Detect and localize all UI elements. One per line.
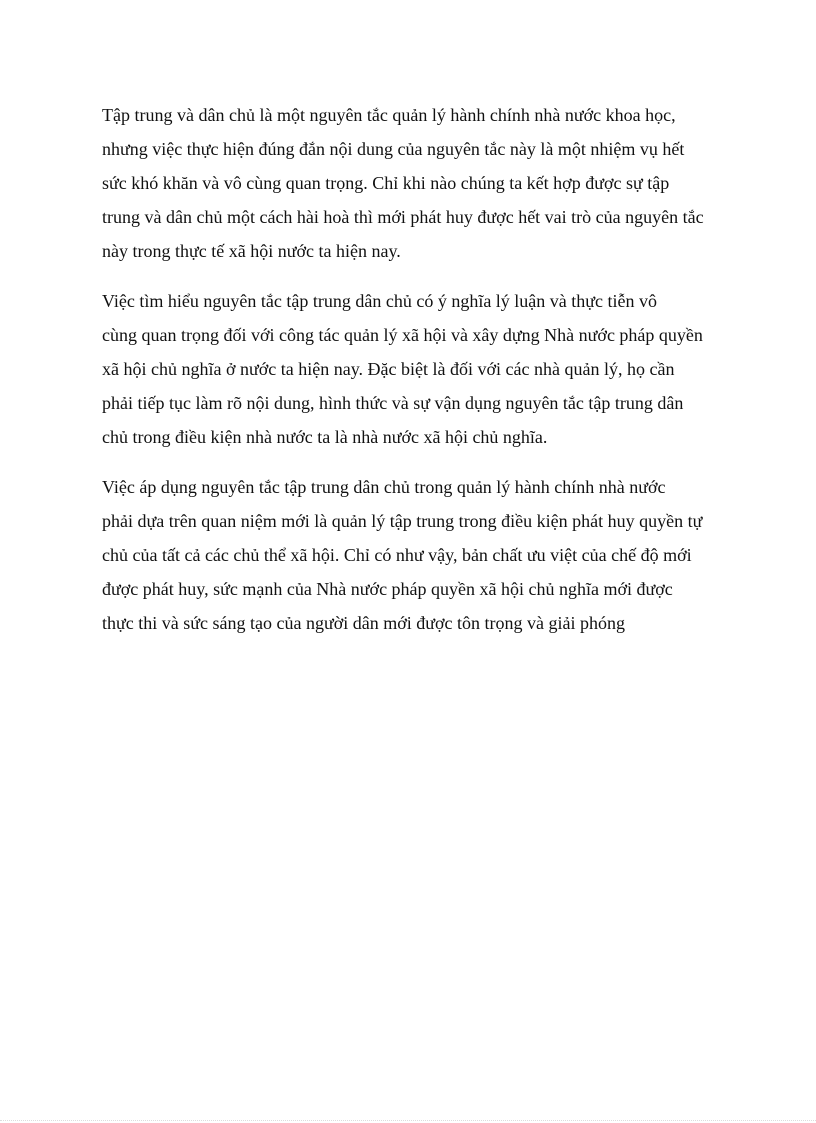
paragraph-line: Tập trung và dân chủ là một nguyên tắc quản lý hành chính nhà nước khoa học, bbox=[102, 105, 676, 125]
paragraph-line: Việc tìm hiểu nguyên tắc tập trung dân chủ có ý nghĩa lý luận và thực tiễn vô bbox=[102, 291, 658, 311]
paragraph-line: phải tiếp tục làm rõ nội dung, hình thức và sự vận dụng nguyên tắc tập trung dân bbox=[102, 393, 684, 413]
paragraph-line: thực thi và sức sáng tạo của người dân mới được tôn trọng và giải phóng bbox=[102, 613, 625, 633]
paragraph-line: Việc áp dụng nguyên tắc tập trung dân chủ trong quản lý hành chính nhà nước bbox=[102, 477, 666, 497]
paragraph-line: chủ của tất cả các chủ thể xã hội. Chỉ có như vậy, bản chất ưu việt của chế độ mới bbox=[102, 545, 692, 565]
paragraph-line: chủ trong điều kiện nhà nước ta là nhà nước xã hội chủ nghĩa. bbox=[102, 427, 548, 447]
paragraph-3 bbox=[96, 470, 724, 640]
paragraph-2 bbox=[96, 284, 724, 454]
paragraph-line: nhưng việc thực hiện đúng đắn nội dung của nguyên tắc này là một nhiệm vụ hết bbox=[102, 139, 685, 159]
paragraph-line: được phát huy, sức mạnh của Nhà nước pháp quyền xã hội chủ nghĩa mới được bbox=[102, 579, 673, 599]
paragraph-line: phải dựa trên quan niệm mới là quản lý tập trung trong điều kiện phát huy quyền tự bbox=[102, 511, 703, 531]
paragraph-line: trung và dân chủ một cách hài hoà thì mới phát huy được hết vai trò của nguyên tắc bbox=[102, 207, 704, 227]
paragraph-1 bbox=[96, 98, 724, 268]
paragraph-line: cùng quan trọng đối với công tác quản lý xã hội và xây dựng Nhà nước pháp quyền bbox=[102, 325, 703, 345]
page-bottom-divider bbox=[0, 1120, 816, 1121]
paragraph-line: này trong thực tế xã hội nước ta hiện nay. bbox=[102, 241, 401, 261]
paragraph-line: xã hội chủ nghĩa ở nước ta hiện nay. Đặc biệt là đối với các nhà quản lý, họ cần bbox=[102, 359, 675, 379]
document-body bbox=[96, 98, 724, 656]
paragraph-line: sức khó khăn và vô cùng quan trọng. Chỉ khi nào chúng ta kết hợp được sự tập bbox=[102, 173, 670, 193]
